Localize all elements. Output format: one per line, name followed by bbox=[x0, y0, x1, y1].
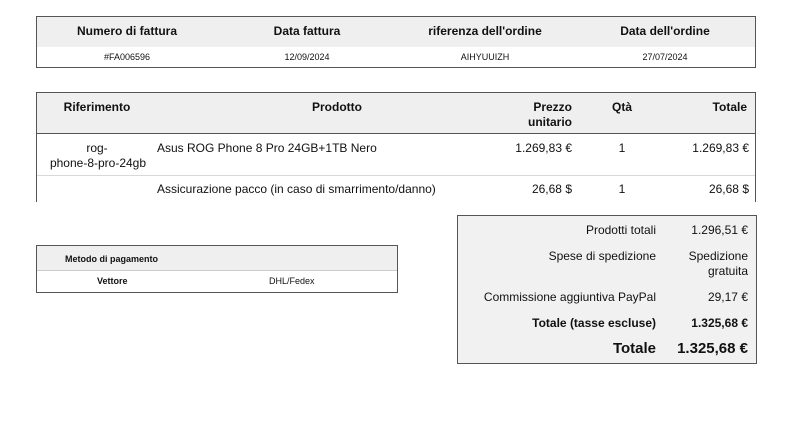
carrier-value: DHL/Fedex bbox=[269, 276, 315, 286]
row-total: 26,68 $ bbox=[708, 182, 749, 196]
total-excl-tax-label: Totale (tasse escluse) bbox=[532, 316, 656, 330]
products-total-value: 1.296,51 € bbox=[691, 223, 748, 237]
row-unit-price: 26,68 $ bbox=[531, 182, 572, 196]
header-total: Totale bbox=[712, 100, 747, 114]
payment-box bbox=[36, 245, 398, 293]
row-reference-line2: phone-8-pro-24gb bbox=[49, 156, 147, 170]
invoice-header-table bbox=[36, 16, 756, 68]
row-unit-price: 1.269,83 € bbox=[515, 141, 572, 155]
total-excl-tax-value: 1.325,68 € bbox=[691, 316, 748, 330]
payment-method-label: Metodo di pagamento bbox=[65, 254, 158, 264]
header-unit-price-line2: unitario bbox=[528, 115, 572, 129]
row-total: 1.269,83 € bbox=[692, 141, 749, 155]
shipping-value-line1: Spedizione bbox=[688, 249, 748, 263]
products-table bbox=[36, 92, 756, 202]
header-quantity: Qtà bbox=[611, 100, 632, 114]
grand-total-value: 1.325,68 € bbox=[677, 340, 748, 357]
invoice-number-value: #FA006596 bbox=[103, 52, 151, 62]
header-order-reference: riferenza dell'ordine bbox=[428, 24, 542, 38]
totals-box bbox=[457, 215, 757, 364]
row-product-name: Asus ROG Phone 8 Pro 24GB+1TB Nero bbox=[157, 141, 377, 155]
header-invoice-date: Data fattura bbox=[273, 24, 341, 38]
products-total-label: Prodotti totali bbox=[585, 223, 656, 237]
grand-total-label: Totale bbox=[612, 340, 656, 357]
header-order-date: Data dell'ordine bbox=[620, 24, 710, 38]
invoice-date-value: 12/09/2024 bbox=[284, 52, 330, 62]
row-divider bbox=[37, 175, 755, 176]
header-product: Prodotto bbox=[312, 100, 362, 114]
header-invoice-number: Numero di fattura bbox=[76, 24, 177, 38]
order-date-value: 27/07/2024 bbox=[642, 52, 688, 62]
order-reference-value: AIHYUUIZH bbox=[460, 52, 510, 62]
row-quantity: 1 bbox=[618, 182, 626, 196]
header-reference: Riferimento bbox=[63, 100, 131, 114]
shipping-value-line2: gratuita bbox=[707, 264, 748, 278]
row-quantity: 1 bbox=[618, 141, 626, 155]
row-product-name: Assicurazione pacco (in caso di smarrimento/danno) bbox=[157, 182, 436, 196]
paypal-fee-label: Commissione aggiuntiva PayPal bbox=[483, 290, 656, 304]
header-unit-price-line1: Prezzo bbox=[533, 100, 572, 114]
carrier-label: Vettore bbox=[97, 276, 128, 286]
shipping-label: Spese di spedizione bbox=[548, 249, 656, 263]
paypal-fee-value: 29,17 € bbox=[707, 290, 748, 304]
row-reference-line1: rog- bbox=[86, 141, 108, 155]
